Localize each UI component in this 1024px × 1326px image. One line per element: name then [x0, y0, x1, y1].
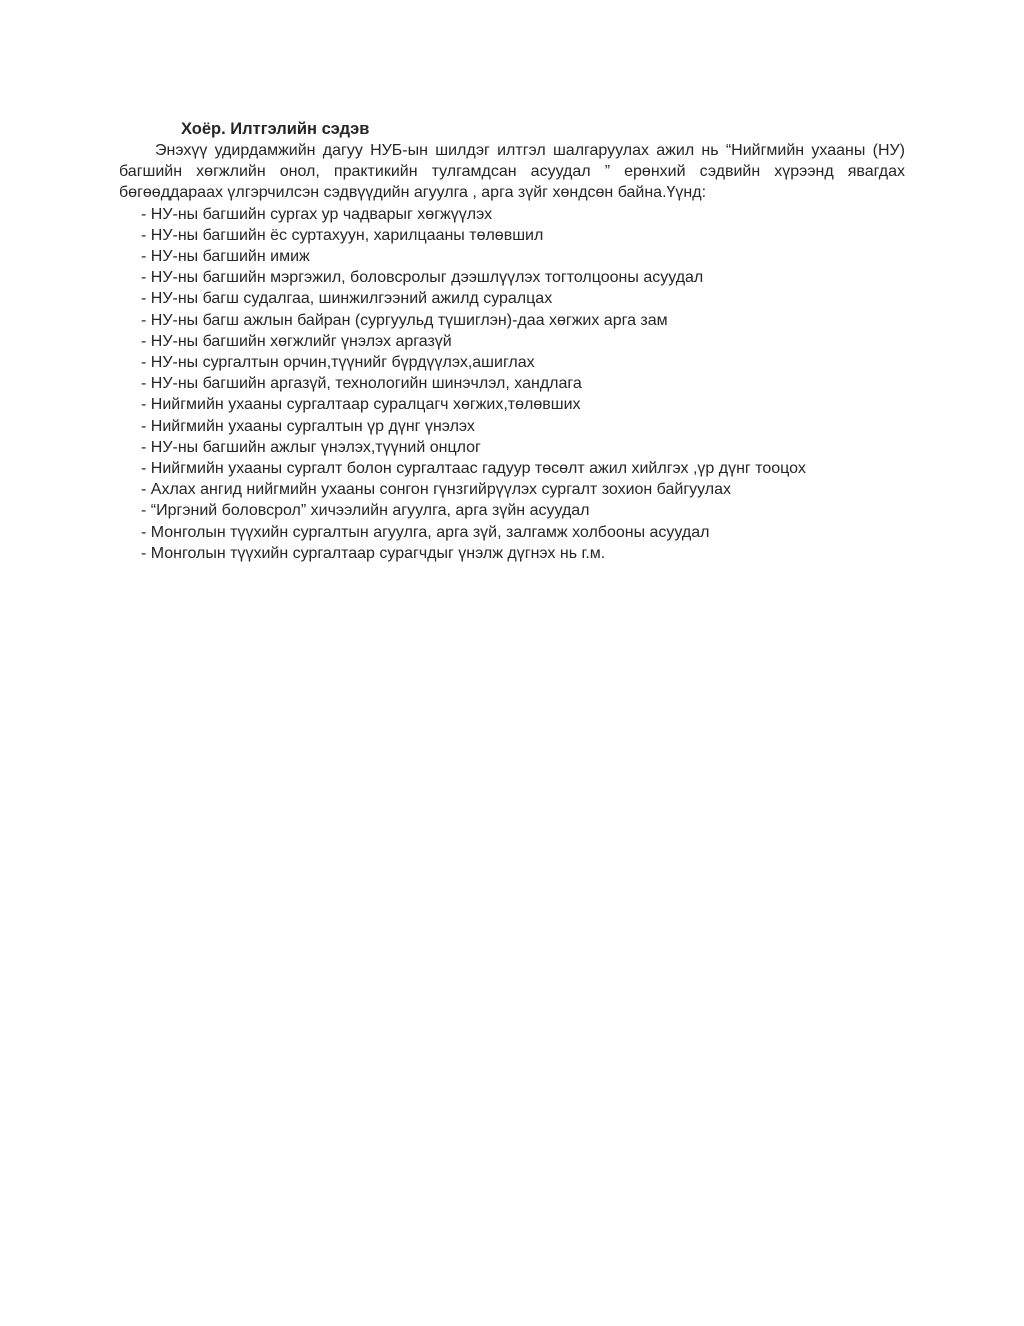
list-item: - Нийгмийн ухааны сургалтаар суралцагч хөгжих,төлөвших [141, 396, 581, 414]
list-item: - Монголын түүхийн сургалтаар сурагчдыг үнэлж дүгнэх нь г.м. [141, 544, 606, 562]
list-item: - НУ-ны багш ажлын байран (сургуульд түшиглэн)-даа хөгжих арга зам [141, 311, 668, 329]
list-item: - НУ-ны багшийн хөгжлийг үнэлэх аргазүй [141, 332, 452, 350]
list-item: - Нийгмийн ухааны сургалтын үр дүнг үнэлэх [141, 417, 475, 435]
section-heading: Хоёр. Илтгэлийн сэдэв [181, 120, 370, 138]
topic-list [119, 204, 905, 564]
list-item: - НУ-ны сургалтын орчин,түүнийг бүрдүүлэх,ашиглах [141, 354, 535, 372]
list-item: - Ахлах ангид нийгмийн ухааны сонгон гүнзгийрүүлэх сургалт зохион байгуулах [141, 481, 732, 499]
list-item: - НУ-ны багшийн имиж [141, 248, 310, 266]
list-item: - НУ-ны багшийн ёс суртахуун, харилцааны төлөвшил [141, 226, 544, 244]
list-item: - Нийгмийн ухааны сургалт болон сургалтаас гадуур төсөлт ажил хийлгэх ,үр дүнг тооцох [141, 460, 806, 478]
list-item: - НУ-ны багш судалгаа, шинжилгээний ажилд суралцах [141, 290, 553, 308]
list-item: - НУ-ны багшийн сургах ур чадварыг хөгжүүлэх [141, 205, 493, 223]
intro-paragraph: Энэхүү удирдамжийн дагуу НУБ-ын шилдэг илтгэл шалгаруулах ажил нь “Нийгмийн ухааны (НУ) багшийн хөгжлийн онол, практикийн тулгамдсан асуудал ” ерөнхий сэдвийн хүрээнд явагдах бөгөөддараах үлгэрчилсэн сэдвүүдийн агуулга , арга зүйг хөндсөн байна.Үүнд: [119, 142, 905, 202]
document-body [119, 118, 905, 564]
list-item: - НУ-ны багшийн мэргэжил, боловсролыг дээшлүүлэх тогтолцооны асуудал [141, 269, 704, 287]
list-item: - НУ-ны багшийн аргазүй, технологийн шинэчлэл, хандлага [141, 375, 582, 393]
list-item: - НУ-ны багшийн ажлыг үнэлэх,түүний онцлог [141, 438, 481, 456]
list-item: - “Иргэний боловсрол” хичээлийн агуулга, арга зүйн асуудал [141, 502, 590, 520]
list-item: - Монголын түүхийн сургалтын агуулга, арга зүй, залгамж холбооны асуудал [141, 523, 710, 541]
